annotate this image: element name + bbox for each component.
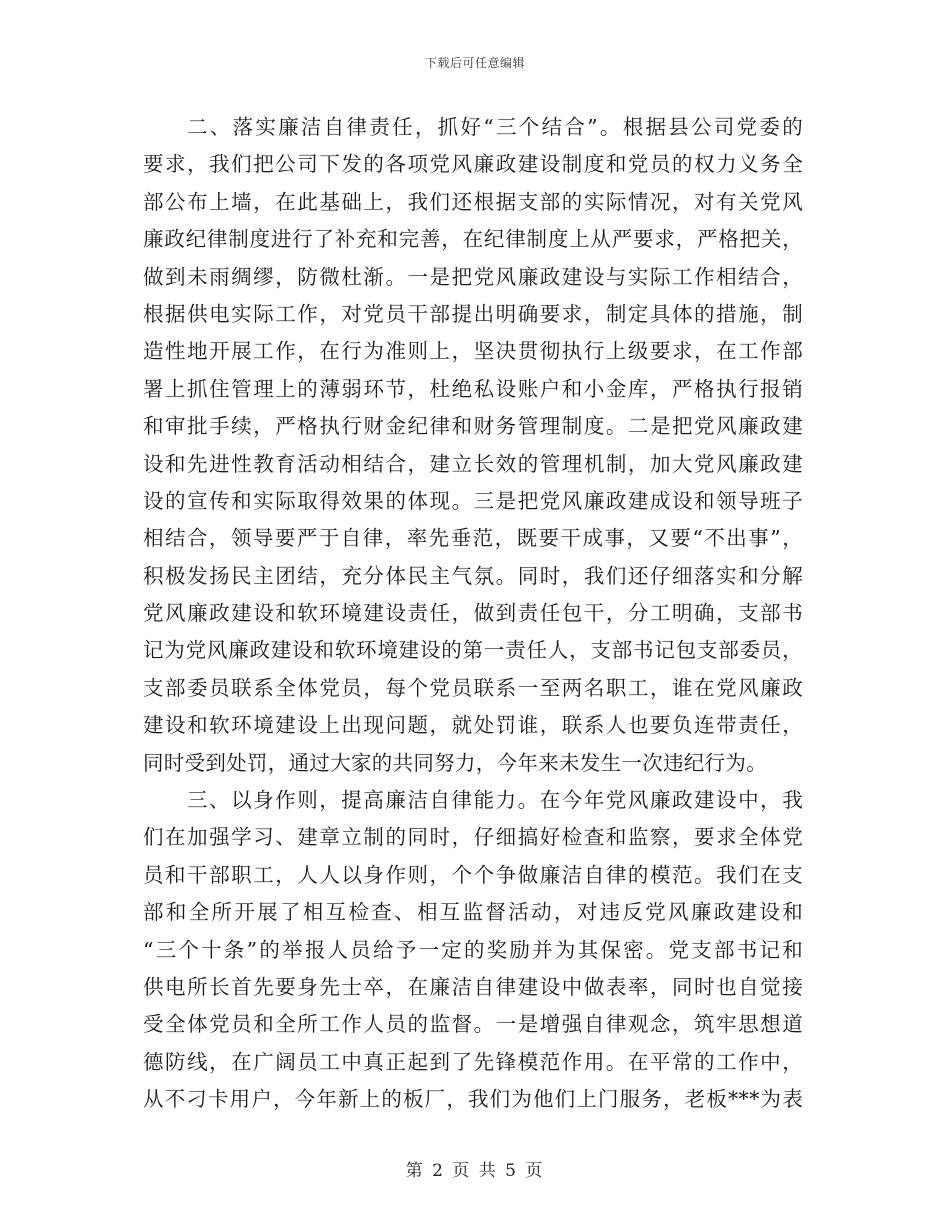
text-line: 受全体党员和全所工作人员的监督。一是增强自律观念，筑牢思想道 bbox=[143, 1012, 803, 1037]
paragraph-section-2 bbox=[143, 109, 803, 782]
text-line: 们在加强学习、建章立制的同时，仔细搞好检查和监察，要求全体党 bbox=[143, 825, 803, 850]
text-line: 署上抓住管理上的薄弱环节，杜绝私设账户和小金库，严格执行报销 bbox=[143, 376, 803, 401]
text-line: 德防线，在广阔员工中真正起到了先锋模范作用。在平常的工作中， bbox=[143, 1049, 803, 1074]
text-line: 要求，我们把公司下发的各项党风廉政建设制度和党员的权力义务全 bbox=[143, 152, 803, 177]
text-line: 造性地开展工作，在行为准则上，坚决贯彻执行上级要求，在工作部 bbox=[143, 339, 803, 364]
text-line: 记为党风廉政建设和软环境建设的第一责任人，支部书记包支部委员， bbox=[143, 638, 803, 663]
text-line: 设和先进性教育活动相结合，建立长效的管理机制，加大党风廉政建 bbox=[143, 451, 803, 476]
text-line: 三、以身作则，提高廉洁自律能力。在今年党风廉政建设中，我 bbox=[187, 788, 803, 813]
text-line: 根据供电实际工作，对党员干部提出明确要求，制定具体的措施，制 bbox=[143, 301, 803, 326]
text-line: 供电所长首先要身先士卒，在廉洁自律建设中做表率，同时也自觉接 bbox=[143, 974, 803, 999]
text-line: 积极发扬民主团结，充分体民主气氛。同时，我们还仔细落实和分解 bbox=[143, 563, 803, 588]
text-line: “三个十条”的举报人员给予一定的奖励并为其保密。党支部书记和 bbox=[143, 937, 803, 962]
text-line: 二、落实廉洁自律责任，抓好“三个结合”。根据县公司党委的 bbox=[187, 115, 803, 139]
page-footer: 第 2 页 共 5 页 bbox=[405, 1161, 545, 1181]
text-line: 部公布上墙，在此基础上，我们还根据支部的实际情况，对有关党风 bbox=[143, 189, 803, 214]
text-line: 员和干部职工，人人以身作则，个个争做廉洁自律的模范。我们在支 bbox=[143, 862, 803, 887]
page-header: 下载后可任意编辑 bbox=[424, 56, 525, 70]
paragraph-section-3 bbox=[143, 782, 803, 1119]
text-line: 支部委员联系全体党员，每个党员联系一至两名职工，谁在党风廉政 bbox=[143, 675, 803, 700]
text-line: 做到未雨绸缪，防微杜渐。一是把党风廉政建设与实际工作相结合， bbox=[143, 264, 803, 289]
text-line: 设的宣传和实际取得效果的体现。三是把党风廉政建成设和领导班子 bbox=[143, 488, 803, 513]
text-line: 廉政纪律制度进行了补充和完善，在纪律制度上从严要求，严格把关， bbox=[143, 227, 803, 252]
document-body bbox=[143, 109, 803, 1119]
text-line: 部和全所开展了相互检查、相互监督活动，对违反党风廉政建设和 bbox=[143, 900, 803, 925]
text-line: 和审批手续，严格执行财金纪律和财务管理制度。二是把党风廉政建 bbox=[143, 414, 803, 439]
text-line: 党风廉政建设和软环境建设责任，做到责任包干，分工明确，支部书 bbox=[143, 601, 803, 626]
text-line: 从不刁卡用户，今年新上的板厂，我们为他们上门服务，老板***为表 bbox=[143, 1087, 803, 1112]
text-line: 同时受到处罚，通过大家的共同努力，今年来未发生一次违纪行为。 bbox=[143, 750, 767, 775]
text-line: 相结合，领导要严于自律，率先垂范，既要干成事，又要“不出事”， bbox=[143, 526, 803, 551]
text-line: 建设和软环境建设上出现问题，就处罚谁，联系人也要负连带责任， bbox=[143, 713, 803, 738]
